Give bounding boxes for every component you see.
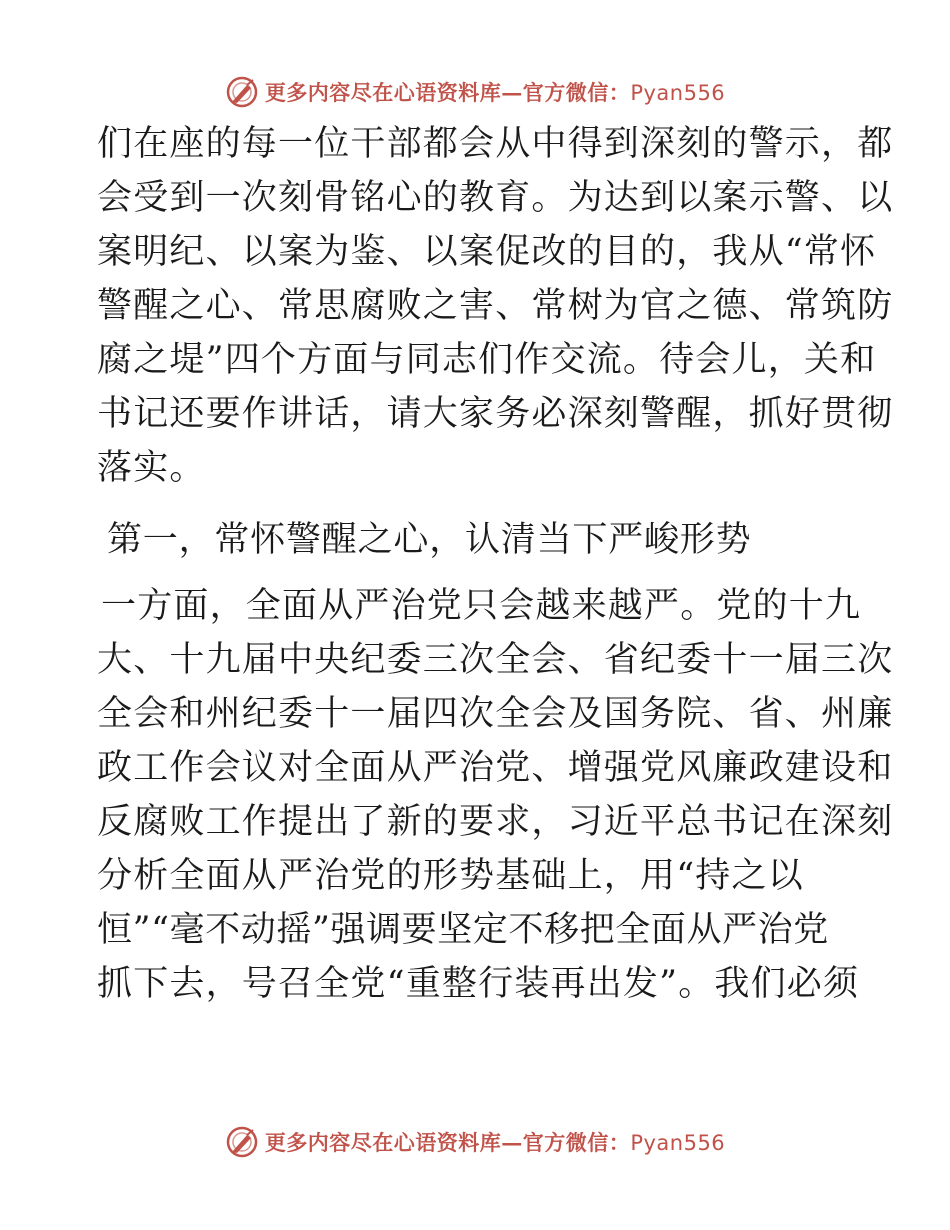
text-line: 抓下去，号召全党“重整行装再出发”。我们必须 — [97, 964, 860, 1004]
text-line: 恒”“毫不动摇”强调要坚定不移把全面从严治党 — [97, 910, 829, 950]
document-body — [97, 117, 894, 1011]
text-line: 书记还要作讲话，请大家务必深刻警醒，抓好贯彻 — [97, 394, 894, 434]
text-line: 们在座的每一位干部都会从中得到深刻的警示，都 — [97, 124, 894, 164]
text-line: 一方面，全面从严治党只会越来越严。党的十九 — [101, 586, 862, 626]
text-line: 警醒之心、常思腐败之害、常树为官之德、常筑防 — [97, 286, 894, 326]
text-line: 落实。 — [97, 448, 206, 488]
text-line: 案明纪、以案为鉴、以案促改的目的，我从“常怀 — [97, 232, 877, 272]
text-line: 全会和州纪委十一届四次全会及国务院、省、州廉 — [97, 694, 894, 734]
header-watermark — [0, 70, 950, 114]
text-line: 反腐败工作提出了新的要求，习近平总书记在深刻 — [97, 802, 894, 842]
text-line: 分析全面从严治党的形势基础上，用“持之以 — [97, 856, 804, 896]
text-line: 会受到一次刻骨铭心的教育。为达到以案示警、以 — [97, 178, 894, 218]
text-line: 政工作会议对全面从严治党、增强党风廉政建设和 — [97, 748, 894, 788]
feather-pen-logo-icon — [225, 75, 259, 109]
section-heading: 第一，常怀警醒之心，认清当下严峻形势 — [107, 520, 752, 560]
footer-watermark — [0, 1120, 950, 1164]
watermark-text: 更多内容尽在心语资料库—官方微信：Pyan556 — [264, 1130, 726, 1155]
text-line: 腐之堤”四个方面与同志们作交流。待会儿，关和 — [97, 340, 877, 380]
text-line: 大、十九届中央纪委三次全会、省纪委十一届三次 — [97, 640, 894, 680]
feather-pen-logo-icon — [225, 1125, 259, 1159]
watermark-text: 更多内容尽在心语资料库—官方微信：Pyan556 — [264, 80, 726, 105]
